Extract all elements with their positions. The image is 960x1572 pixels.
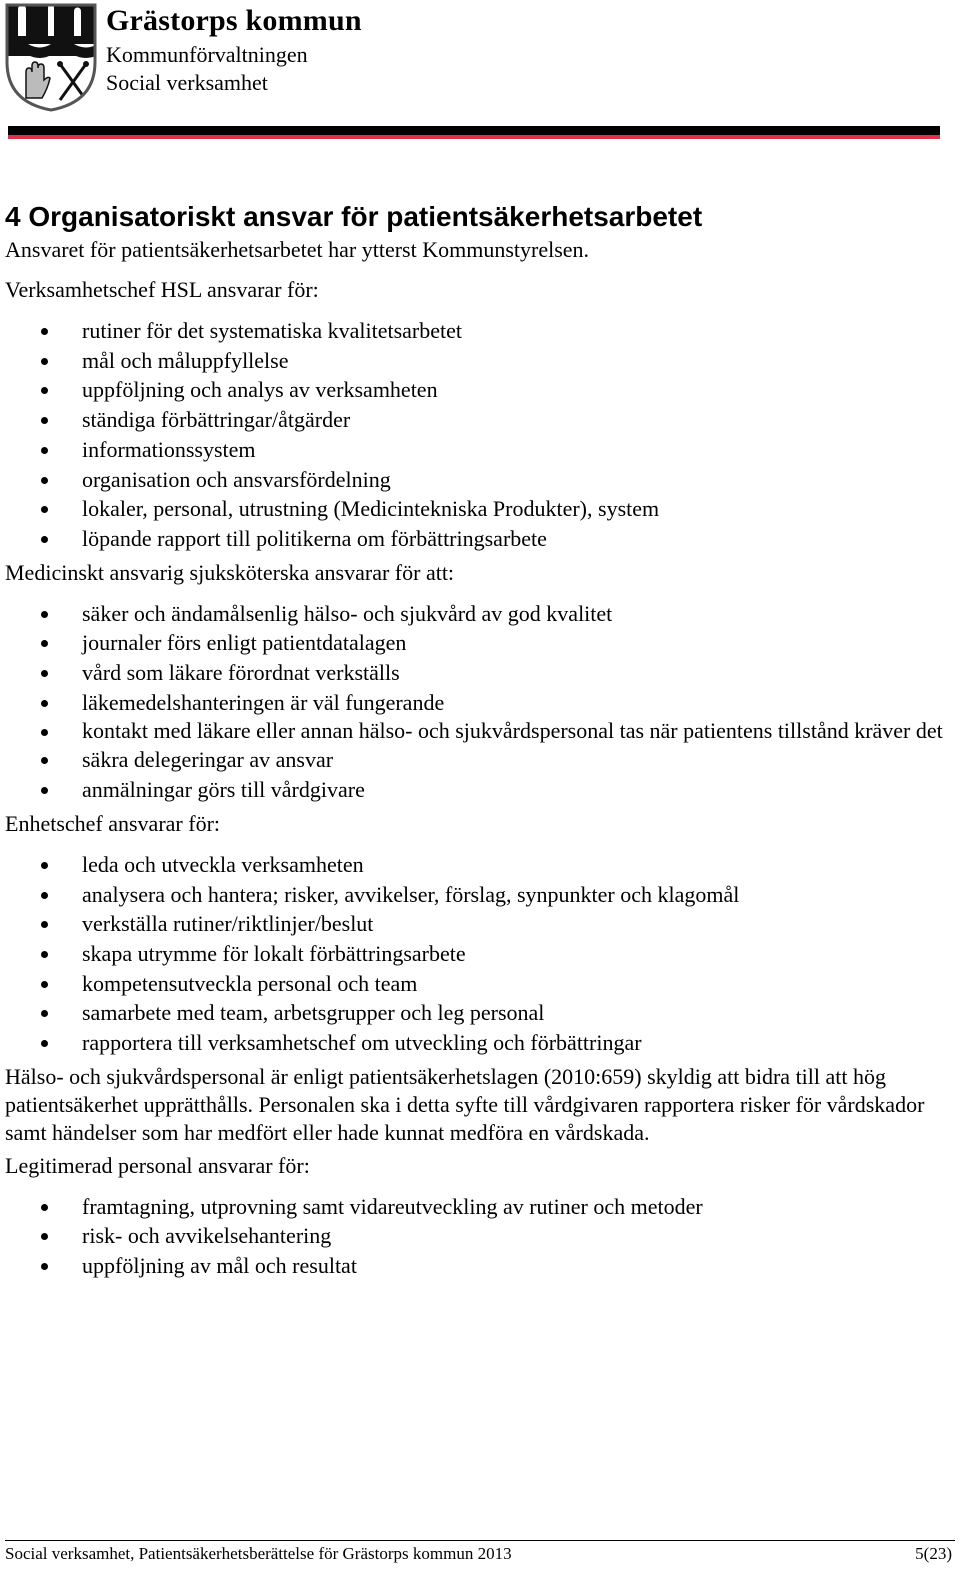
- list-item: uppföljning av mål och resultat: [5, 1251, 955, 1281]
- section-heading: 4 Organisatoriskt ansvar för patientsäkerhetsarbetet: [5, 201, 703, 232]
- mas-responsibilities-list: [5, 599, 955, 805]
- list-item: löpande rapport till politikerna om förbättringsarbete: [5, 524, 955, 554]
- organization-name: Grästorps kommun: [106, 4, 362, 37]
- unit-manager-responsibilities-list: [5, 850, 955, 1058]
- list-item: leda och utveckla verksamheten: [5, 850, 955, 880]
- list-item: journaler förs enligt patientdatalagen: [5, 628, 955, 658]
- list-item: framtagning, utprovning samt vidareutveckling av rutiner och metoder: [5, 1192, 955, 1222]
- department-name: Kommunförvaltningen: [106, 42, 308, 67]
- intro-paragraph: Ansvaret för patientsäkerhetsarbetet har ytterst Kommunstyrelsen.: [5, 237, 590, 262]
- list-item: organisation och ansvarsfördelning: [5, 465, 955, 495]
- list-item: risk- och avvikelsehantering: [5, 1221, 955, 1251]
- division-name: Social verksamhet: [106, 70, 268, 95]
- list-item: rapportera till verksamhetschef om utveckling och förbättringar: [5, 1028, 955, 1058]
- list-item: lokaler, personal, utrustning (Medicintekniska Produkter), system: [5, 494, 955, 524]
- list-item: mål och måluppfyllelse: [5, 346, 955, 376]
- list-item: skapa utrymme för lokalt förbättringsarbete: [5, 939, 955, 969]
- document-body: [5, 198, 955, 1281]
- list-item: samarbete med team, arbetsgrupper och leg personal: [5, 998, 955, 1028]
- footer-rule: [5, 1540, 955, 1541]
- list-item: verkställa rutiner/riktlinjer/beslut: [5, 909, 955, 939]
- licensed-staff-responsibilities-list: [5, 1192, 955, 1281]
- header-accent-rule: [8, 135, 940, 139]
- header-rule: [8, 126, 940, 135]
- staff-responsibility-paragraph: Hälso- och sjukvårdspersonal är enligt patientsäkerhetslagen (2010:659) skyldig att bidra till att hög patientsäkerhet upprätthålls. Personalen ska i detta syfte till vårdgivaren rapportera risker för vårdskador samt händelser som har medfört eller hade kunnat medföra en vårdskada.: [5, 1063, 925, 1145]
- list-item: säkra delegeringar av ansvar: [5, 745, 955, 775]
- municipal-coat-of-arms-logo: [4, 2, 98, 112]
- list-item: vård som läkare förordnat verkställs: [5, 658, 955, 688]
- footer-document-title: Social verksamhet, Patientsäkerhetsberättelse för Grästorps kommun 2013: [5, 1544, 512, 1563]
- list-item: kompetensutveckla personal och team: [5, 969, 955, 999]
- list-item: rutiner för det systematiska kvalitetsarbetet: [5, 316, 955, 346]
- page-number: 5(23): [915, 1544, 952, 1563]
- licensed-staff-list-label: Legitimerad personal ansvarar för:: [5, 1152, 310, 1178]
- page-header: [0, 0, 960, 150]
- list-item: läkemedelshanteringen är väl fungerande: [5, 688, 955, 718]
- list-item: analysera och hantera; risker, avvikelser, förslag, synpunkter och klagomål: [5, 880, 955, 910]
- unit-manager-list-label: Enhetschef ansvarar för:: [5, 810, 221, 836]
- hsl-responsibilities-list: [5, 316, 955, 554]
- list-item: kontakt med läkare eller annan hälso- och sjukvårdspersonal tas när patientens tillstånd kräver det: [5, 717, 955, 745]
- list-item: säker och ändamålsenlig hälso- och sjukvård av god kvalitet: [5, 599, 955, 629]
- list-item: anmälningar görs till vårdgivare: [5, 775, 955, 805]
- list-item: uppföljning och analys av verksamheten: [5, 375, 955, 405]
- list-item: informationssystem: [5, 435, 955, 465]
- hsl-list-label: Verksamhetschef HSL ansvarar för:: [5, 277, 319, 302]
- mas-list-label: Medicinskt ansvarig sjuksköterska ansvarar för att:: [5, 559, 455, 585]
- list-item: ständiga förbättringar/åtgärder: [5, 405, 955, 435]
